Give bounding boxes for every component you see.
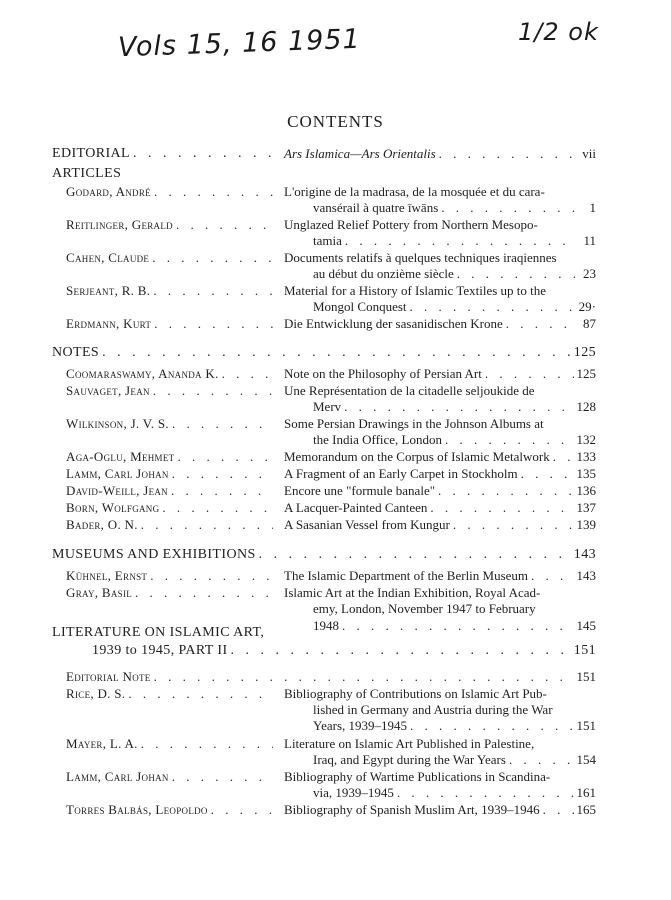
note-born-row: A Lacquer-Painted Canteen . . . 137 <box>284 500 596 516</box>
author-lamm: Lamm, Carl Johan . . . <box>66 466 276 482</box>
lit-torres-balbas-page: 165 <box>576 802 596 817</box>
editorial-note-row <box>66 669 596 685</box>
note-born-page: 137 <box>576 500 596 515</box>
author-bader: Bader, O. N. . . . <box>66 517 276 533</box>
author-godard: Godard, André . . . <box>66 184 276 200</box>
dot-leader <box>531 568 573 584</box>
literature-heading-line1: LITERATURE ON ISLAMIC ART, <box>52 625 265 640</box>
dot-leader <box>342 618 574 634</box>
editorial-note-page: 151 <box>576 669 596 684</box>
dot-leader <box>222 366 273 382</box>
lit-mayer-title-1: Literature on Islamic Art Published in Palestine, <box>284 736 535 751</box>
author-coomaraswamy: Coomaraswamy, Ananda K. . . . <box>66 366 276 382</box>
dot-leader <box>153 383 273 399</box>
museum-kuhnel-page: 143 <box>576 568 596 583</box>
note-sauvaget-page: 128 <box>576 399 596 414</box>
dot-leader <box>176 217 273 233</box>
dot-leader <box>506 316 575 332</box>
lit-rice-row: Years, 1939–1945 . . . 151 <box>313 718 596 734</box>
editorial-entry-title: Ars Islamica—Ars Orientalis <box>284 146 436 161</box>
author-mayer: Mayer, L. A. . . . <box>66 736 276 752</box>
author-sauvaget: Sauvaget, Jean . . . <box>66 383 276 399</box>
note-wilkinson-title-1: Some Persian Drawings in the Johnson Albums at <box>284 416 544 431</box>
dot-leader <box>135 585 273 601</box>
dot-leader <box>457 266 575 282</box>
dot-leader <box>344 399 573 415</box>
dot-leader <box>150 568 273 584</box>
dot-leader <box>430 500 573 516</box>
note-sauvaget-row: Merv . . . 128 <box>313 399 596 415</box>
dot-leader <box>485 366 574 382</box>
dot-leader <box>162 500 273 516</box>
article-serjeant-page: 29· <box>578 299 596 314</box>
dot-leader <box>439 146 575 162</box>
author-torres-balbas: Torres Balbás, Leopoldo . . . <box>66 802 276 818</box>
article-cahen-page: 23 <box>583 266 596 281</box>
museum-gray-row: 1948 . . . 145 <box>313 618 596 634</box>
dot-leader <box>441 200 575 216</box>
museum-gray-page: 145 <box>576 618 596 633</box>
dot-leader <box>128 686 273 702</box>
dot-leader <box>154 669 574 685</box>
author-gray: Gray, Basil . . . <box>66 585 276 601</box>
museums-section-row <box>52 547 596 563</box>
literature-section-row <box>92 643 596 659</box>
dot-leader <box>445 432 574 448</box>
dot-leader <box>141 736 273 752</box>
articles-heading: ARTICLES <box>52 166 122 181</box>
article-reitlinger-title-1: Unglazed Relief Pottery from Northern Mesopo- <box>284 217 538 232</box>
author-aga-oglu: Aga-Oglu, Mehmet . . . <box>66 449 276 465</box>
dot-leader <box>141 517 273 533</box>
editorial-entry-row <box>284 146 596 162</box>
dot-leader <box>553 449 574 465</box>
dot-leader <box>152 250 273 266</box>
dot-leader <box>231 643 571 659</box>
article-godard-row: vansérail à quatre īwāns . . . 1 <box>313 200 596 216</box>
lit-lamm-page: 161 <box>576 785 596 800</box>
author-lamm-2: Lamm, Carl Johan . . . <box>66 769 276 785</box>
dot-leader <box>509 752 574 768</box>
museum-kuhnel-row: The Islamic Department of the Berlin Museum . . . 143 <box>284 568 596 584</box>
dot-leader <box>177 449 273 465</box>
author-wilkinson: Wilkinson, J. V. S. . . . <box>66 416 276 432</box>
lit-rice-title-1: Bibliography of Contributions on Islamic Art Pub- <box>284 686 547 701</box>
dot-leader <box>153 283 273 299</box>
lit-torres-balbas-row: Bibliography of Spanish Muslim Art, 1939–1946 . . . 165 <box>284 802 596 818</box>
museum-gray-title-2: emy, London, November 1947 to February <box>313 601 536 616</box>
dot-leader <box>171 483 273 499</box>
editorial-page: vii <box>582 146 596 161</box>
note-lamm-page: 135 <box>576 466 596 481</box>
note-david-weill-page: 136 <box>576 483 596 498</box>
dot-leader <box>543 802 574 818</box>
dot-leader <box>172 416 273 432</box>
dot-leader <box>438 483 573 499</box>
dot-leader <box>397 785 574 801</box>
dot-leader <box>154 316 273 332</box>
lit-rice-title-2: lished in Germany and Austria during the War <box>313 702 553 717</box>
lit-rice-page: 151 <box>576 718 596 733</box>
dot-leader <box>521 466 574 482</box>
dot-leader <box>410 299 575 315</box>
lit-mayer-page: 154 <box>576 752 596 767</box>
lit-lamm-title-1: Bibliography of Wartime Publications in Scandina- <box>284 769 551 784</box>
dot-leader <box>172 769 273 785</box>
article-godard-page: 1 <box>589 200 596 215</box>
author-erdmann: Erdmann, Kurt . . . <box>66 316 276 332</box>
article-cahen-row: au début du onzième siècle . . . 23 <box>313 266 596 282</box>
author-kuhnel: Kühnel, Ernst . . . <box>66 568 276 584</box>
note-aga-oglu-row: Memorandum on the Corpus of Islamic Metalwork . . . 133 <box>284 449 596 465</box>
handwritten-ok-note: 1/2 ok <box>518 18 599 46</box>
lit-lamm-row: via, 1939–1945 . . . 161 <box>313 785 596 801</box>
handwritten-volume-note: Vols 15, 16 1951 <box>117 23 362 64</box>
note-bader-page: 139 <box>576 517 596 532</box>
article-cahen-title-1: Documents relatifs à quelques techniques iraqiennes <box>284 250 557 265</box>
author-rice: Rice, D. S. . . . <box>66 686 276 702</box>
dot-leader <box>154 184 273 200</box>
note-bader-row: A Sasanian Vessel from Kungur . . . 139 <box>284 517 596 533</box>
notes-page: 125 <box>573 345 596 360</box>
article-erdmann-row: Die Entwicklung der sasanidischen Krone . . . 87 <box>284 316 596 332</box>
dot-leader <box>453 517 574 533</box>
note-wilkinson-page: 132 <box>576 432 596 447</box>
page-title: CONTENTS <box>287 112 384 131</box>
article-erdmann-page: 87 <box>583 316 596 331</box>
note-wilkinson-row: the India Office, London . . . 132 <box>313 432 596 448</box>
dot-leader <box>133 146 273 162</box>
note-david-weill-row: Encore une "formule banale" . . . 136 <box>284 483 596 499</box>
dot-leader <box>172 466 273 482</box>
museums-heading: MUSEUMS AND EXHIBITIONS <box>52 547 256 562</box>
dot-leader <box>410 718 573 734</box>
article-godard-title-1: L'origine de la madrasa, de la mosquée et du cara- <box>284 184 545 199</box>
author-serjeant: Serjeant, R. B. . . . <box>66 283 276 299</box>
note-lamm-row: A Fragment of an Early Carpet in Stockholm . . . 135 <box>284 466 596 482</box>
article-reitlinger-row: tamia . . . 11 <box>313 233 596 249</box>
dot-leader <box>211 802 273 818</box>
lit-mayer-row: Iraq, and Egypt during the War Years . . . 154 <box>313 752 596 768</box>
literature-heading-line2: 1939 to 1945, PART II <box>92 643 228 658</box>
article-serjeant-title-1: Material for a History of Islamic Textiles up to the <box>284 283 547 298</box>
editorial-section-row <box>52 146 276 162</box>
author-david-weill: David-Weill, Jean . . . <box>66 483 276 499</box>
notes-section-row <box>52 345 596 361</box>
editorial-note-label: Editorial Note <box>66 669 151 684</box>
museums-page: 143 <box>573 547 596 562</box>
dot-leader <box>102 345 571 361</box>
author-reitlinger: Reitlinger, Gerald . . . <box>66 217 276 233</box>
author-cahen: Cahen, Claude . . . <box>66 250 276 266</box>
article-reitlinger-page: 11 <box>583 233 596 248</box>
note-coomaraswamy-page: 125 <box>576 366 596 381</box>
note-aga-oglu-page: 133 <box>576 449 596 464</box>
notes-heading: NOTES <box>52 345 100 360</box>
dot-leader <box>259 547 571 563</box>
note-coomaraswamy-row: Note on the Philosophy of Persian Art . . . 125 <box>284 366 596 382</box>
dot-leader <box>345 233 575 249</box>
museum-gray-title-1: Islamic Art at the Indian Exhibition, Royal Acad- <box>284 585 541 600</box>
literature-page: 151 <box>573 643 596 658</box>
editorial-heading: EDITORIAL <box>52 146 130 161</box>
article-serjeant-row: Mongol Conquest . . . 29· <box>313 299 596 315</box>
author-born: Born, Wolfgang . . . <box>66 500 276 516</box>
note-sauvaget-title-1: Une Représentation de la citadelle seljoukide de <box>284 383 535 398</box>
